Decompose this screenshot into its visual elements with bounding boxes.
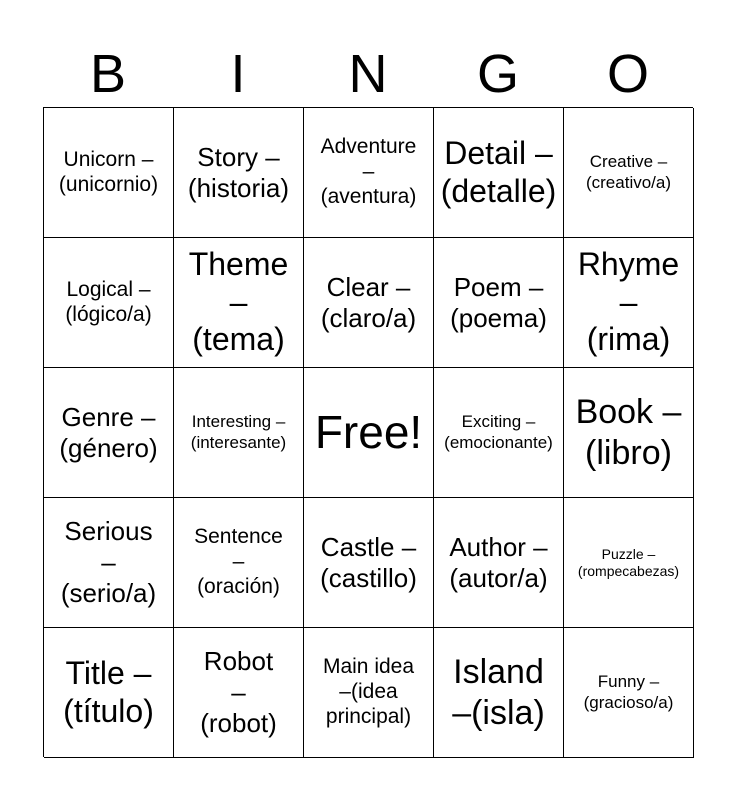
bingo-cell-r2-c3[interactable]: Clear – (claro/a): [304, 238, 434, 368]
bingo-cell-r5-c4[interactable]: Island –(isla): [434, 628, 564, 758]
bingo-cell-r1-c3[interactable]: Adventure – (aventura): [304, 108, 434, 238]
bingo-cell-r3-c1[interactable]: Genre – (género): [44, 368, 174, 498]
bingo-cell-r3-c4[interactable]: Exciting – (emocionante): [434, 368, 564, 498]
header-letter-g: G: [476, 44, 519, 104]
bingo-cell-r5-c2[interactable]: Robot – (robot): [174, 628, 304, 758]
header-letter-i: I: [230, 44, 246, 104]
bingo-cell-r2-c5[interactable]: Rhyme – (rima): [564, 238, 694, 368]
bingo-cell-r2-c1[interactable]: Logical – (lógico/a): [44, 238, 174, 368]
bingo-cell-free[interactable]: Free!: [304, 368, 434, 498]
header-letter-b: B: [89, 44, 127, 104]
bingo-cell-r2-c2[interactable]: Theme – (tema): [174, 238, 304, 368]
bingo-cell-r2-c4[interactable]: Poem – (poema): [434, 238, 564, 368]
bingo-cell-r1-c4[interactable]: Detail – (detalle): [434, 108, 564, 238]
bingo-cell-r4-c5[interactable]: Puzzle – (rompecabezas): [564, 498, 694, 628]
bingo-header: [43, 40, 693, 108]
bingo-cell-r4-c2[interactable]: Sentence – (oración): [174, 498, 304, 628]
bingo-cell-r5-c5[interactable]: Funny – (gracioso/a): [564, 628, 694, 758]
header-letter-n: N: [348, 44, 388, 104]
header-letter-o: O: [606, 44, 649, 104]
bingo-cell-r4-c1[interactable]: Serious – (serio/a): [44, 498, 174, 628]
bingo-cell-r1-c1[interactable]: Unicorn – (unicornio): [44, 108, 174, 238]
bingo-cell-r4-c4[interactable]: Author – (autor/a): [434, 498, 564, 628]
bingo-board: [43, 107, 693, 757]
bingo-cell-r5-c3[interactable]: Main idea –(idea principal): [304, 628, 434, 758]
bingo-cell-r3-c5[interactable]: Book – (libro): [564, 368, 694, 498]
bingo-cell-r3-c2[interactable]: Interesting – (interesante): [174, 368, 304, 498]
bingo-cell-r4-c3[interactable]: Castle – (castillo): [304, 498, 434, 628]
bingo-cell-r5-c1[interactable]: Title – (título): [44, 628, 174, 758]
bingo-cell-r1-c5[interactable]: Creative – (creativo/a): [564, 108, 694, 238]
bingo-cell-r1-c2[interactable]: Story – (historia): [174, 108, 304, 238]
